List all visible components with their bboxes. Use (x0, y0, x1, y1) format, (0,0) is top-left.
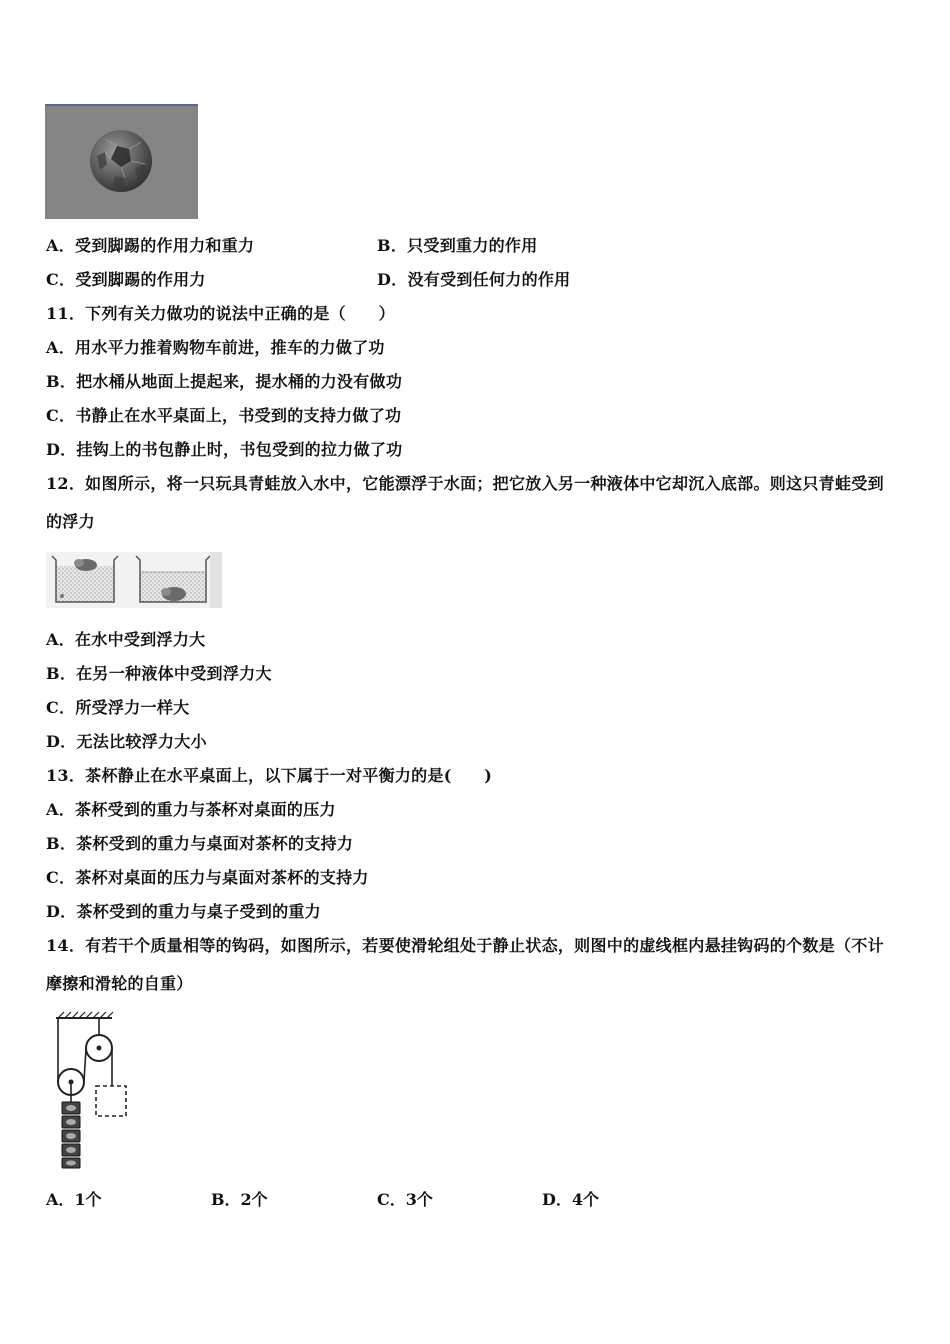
football-figure (45, 104, 198, 219)
pulley-system-figure (50, 1010, 132, 1172)
q13-option-b[interactable]: B．茶杯受到的重力与桌面对茶杯的支持力 (46, 834, 354, 853)
q11-option-a[interactable]: A．用水平力推着购物车前进，推车的力做了功 (46, 338, 385, 357)
q14-stem-line1: 14．有若干个质量相等的钩码，如图所示，若要使滑轮组处于静止状态，则图中的虚线框内悬挂钩码的个数是（不计 (46, 936, 884, 955)
q14-stem-line2: 摩擦和滑轮的自重） (46, 974, 193, 993)
q14-option-d[interactable]: D．4个 (542, 1190, 600, 1209)
q14-option-a[interactable]: A．1个 (46, 1190, 102, 1209)
q14-option-b[interactable]: B．2个 (211, 1190, 268, 1209)
q12-stem-line1: 12．如图所示，将一只玩具青蛙放入水中，它能漂浮于水面；把它放入另一种液体中它却沉入底部。则这只青蛙受到 (46, 474, 884, 493)
q10-option-a[interactable]: A．受到脚踢的作用力和重力 (46, 236, 255, 255)
q12-option-c[interactable]: C．所受浮力一样大 (46, 698, 190, 717)
q13-option-a[interactable]: A．茶杯受到的重力与茶杯对桌面的压力 (46, 800, 336, 819)
q10-option-d[interactable]: D．没有受到任何力的作用 (377, 270, 571, 289)
q11-option-c[interactable]: C．书静止在水平桌面上，书受到的支持力做了功 (46, 406, 402, 425)
q12-option-b[interactable]: B．在另一种液体中受到浮力大 (46, 664, 272, 683)
q14-option-c[interactable]: C．3个 (377, 1190, 433, 1209)
q13-stem: 13．茶杯静止在水平桌面上，以下属于一对平衡力的是( ) (46, 766, 493, 785)
q10-option-c[interactable]: C．受到脚踢的作用力 (46, 270, 206, 289)
q11-option-b[interactable]: B．把水桶从地面上提起来，提水桶的力没有做功 (46, 372, 403, 391)
q13-option-d[interactable]: D．茶杯受到的重力与桌子受到的重力 (46, 902, 321, 921)
q12-option-a[interactable]: A．在水中受到浮力大 (46, 630, 206, 649)
frog-containers-figure (46, 552, 222, 608)
q13-option-c[interactable]: C．茶杯对桌面的压力与桌面对茶杯的支持力 (46, 868, 369, 887)
q11-option-d[interactable]: D．挂钩上的书包静止时，书包受到的拉力做了功 (46, 440, 403, 459)
q12-stem-line2: 的浮力 (46, 512, 95, 531)
q10-option-b[interactable]: B．只受到重力的作用 (377, 236, 538, 255)
q12-option-d[interactable]: D．无法比较浮力大小 (46, 732, 207, 751)
q11-stem: 11．下列有关力做功的说法中正确的是（ ） (46, 304, 395, 323)
